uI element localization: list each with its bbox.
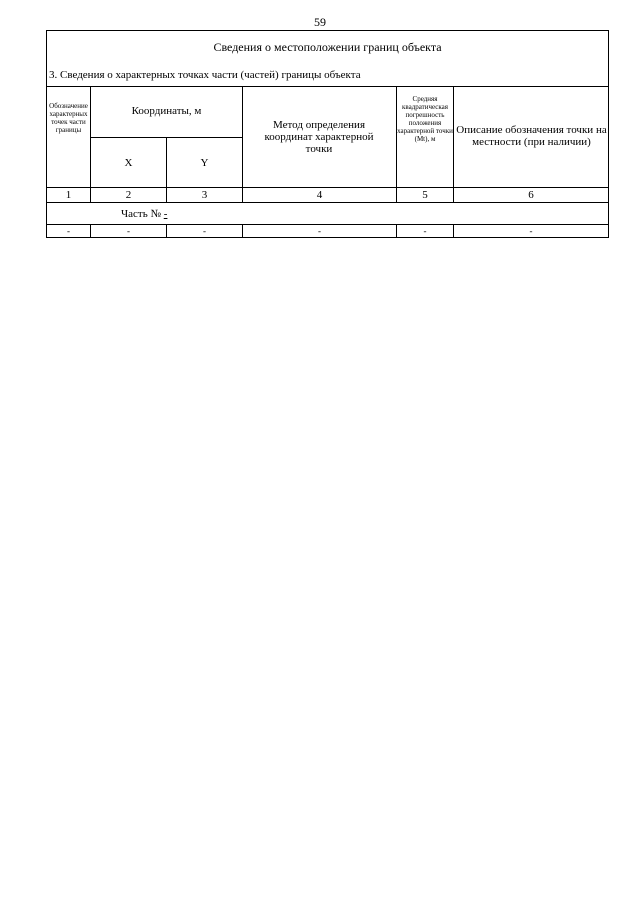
cell-point: - (67, 226, 70, 236)
header-coordinates: Координаты, м (131, 105, 202, 117)
header-method: Метод определения координат характерной точки (264, 119, 374, 155)
boundary-table (46, 30, 609, 238)
column-number-6: 6 (528, 189, 534, 201)
cell-description: - (529, 226, 533, 236)
column-number-3: 3 (201, 189, 208, 201)
part-value: - (163, 208, 168, 220)
cell-method: - (318, 226, 321, 236)
part-row (121, 208, 167, 220)
header-point-designation: Обозначение характерных точек части границы (49, 102, 88, 134)
cell-x: - (127, 226, 130, 236)
column-number-1: 1 (65, 189, 72, 201)
rule-col-5 (453, 86, 454, 202)
section-title: Сведения о местоположении границ объекта (213, 40, 442, 54)
page-number: 59 (314, 15, 326, 29)
cell-accuracy: - (423, 226, 427, 236)
rule-coords-split (91, 137, 243, 138)
subsection-title: 3. Сведения о характерных точках части (частей) границы объекта (49, 69, 361, 81)
rule-header-bottom (47, 187, 608, 188)
cell-y: - (203, 226, 206, 236)
part-label: Часть № (121, 208, 161, 220)
rule-col-1 (90, 86, 91, 202)
header-accuracy: Средняя квадратическая погрешность положения характерной точки (Mt), м (397, 95, 453, 143)
column-number-4: 4 (316, 189, 323, 201)
header-x-cell: X (124, 157, 133, 169)
column-number-5: 5 (422, 189, 428, 201)
rule-numbers-bottom (47, 202, 608, 203)
column-number-2: 2 (125, 189, 132, 201)
rule-col-3 (242, 86, 243, 202)
header-y: Y (200, 157, 209, 169)
header-description: Описание обозначения точки на местности (при наличии) (456, 124, 607, 148)
rule-header-top (47, 86, 608, 87)
